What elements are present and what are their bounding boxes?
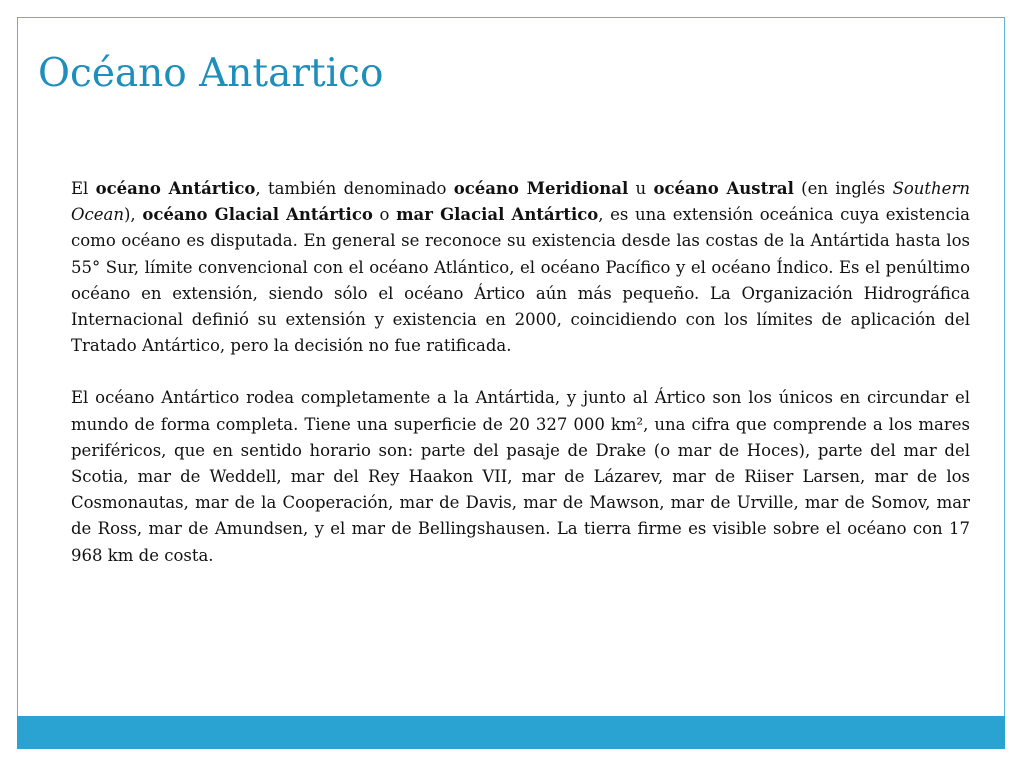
bold-term: océano Glacial Antártico [142, 205, 373, 225]
text-run: El [71, 179, 96, 198]
text-run: (en inglés [793, 179, 893, 198]
bold-term: océano Meridional [453, 179, 629, 198]
text-run: u [628, 179, 654, 198]
bottom-accent-bar [17, 716, 1005, 749]
text-run: , es una extensión oceánica cuya existencia como océano es disputada. En general se reconoce su existencia desde las costas de la Antártida hasta los 55° Sur, límite convencional con el océano Atlántico, el océano Pacífico y el océano Índico. Es el penúltimo océano en extensión, siendo sólo el océano Ártico aún más pequeño. La Organización Hidrográfica Internacional definió su extensión y existencia en 2000, coincidiendo con los límites de aplicación del Tratado Antártico, pero la decisión no fue ratificada. [71, 205, 970, 356]
bold-term: océano Austral [653, 179, 794, 198]
slide-title: Océano Antartico [38, 51, 384, 96]
paragraph-1 [71, 176, 970, 359]
text-run: o [372, 205, 397, 225]
paragraph-2: El océano Antártico rodea completamente a la Antártida, y junto al Ártico son los únicos en circundar el mundo de forma completa. Tiene una superficie de 20 327 000 km², una cifra que comprende a los mares periféricos, que en sentido horario son: parte del pasaje de Drake (o mar de Hoces), parte del mar del Scotia, mar de Weddell, mar del Rey Haakon VII, mar de Lázarev, mar de Riiser Larsen, mar de los Cosmonautas, mar de la Cooperación, mar de Davis, mar de Mawson, mar de Urville, mar de Somov, mar de Ross, mar de Amundsen, y el mar de Bellingshausen. La tierra firme es visible sobre el océano con 17 968 km de costa. [71, 388, 970, 565]
italic-term: Southern Ocean [71, 179, 970, 225]
bold-term: mar Glacial Antártico [396, 205, 599, 225]
slide-body [71, 176, 970, 595]
text-run: , también denominado [255, 179, 454, 198]
bold-term: océano Antártico [95, 179, 256, 198]
text-run: ), [124, 205, 143, 225]
